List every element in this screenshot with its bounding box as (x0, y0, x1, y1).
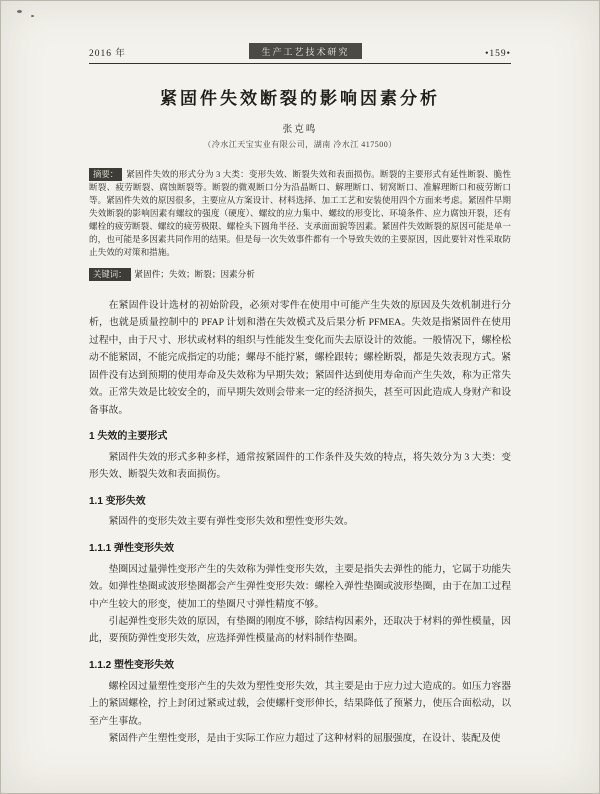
abstract-paragraph (89, 168, 511, 259)
keywords-text: 紧固件；失效；断裂；因素分析 (134, 269, 255, 280)
keywords-label: 关键词： (89, 268, 131, 281)
section-1-1-2-heading: 1.1.2 塑性变形失效 (89, 659, 175, 671)
intro-paragraph: 在紧固件设计选材的初始阶段，必须对零件在使用中可能产生失效的原因及失效机制进行分析，也就是质量控制中的 PFAP 计划和潜在失效模式及后果分析 PFMEA。失效是指紧固件在使用过程中，由于尺寸、形状或材料的组织与性能发生变化而失去原设计的效能。一般情况下，螺栓松动不能紧固，不能完成指定的功能；螺母不能拧紧，螺栓跟转；螺栓断裂，都是失效表现方式。紧固件没有达到预期的使用寿命及失效称为早期失效；紧固件达到使用寿命而产生失效，称为正常失效。正常失效是比较安全的，而早期失效则会带来一定的经济损失，甚至可因此造成人身财产和设备事故。 (89, 299, 511, 416)
header-rule (89, 63, 511, 64)
author-affiliation: （冷水江天宝实业有限公司，湖南 冷水江 417500） (203, 140, 397, 149)
page-content (1, 1, 599, 747)
article-title: 紧固件失效断裂的影响因素分析 (160, 89, 440, 108)
scan-artifact (17, 10, 22, 13)
section-1-1-1-paragraph-2: 引起弹性变形失效的原因，有垫圈的刚度不够，除结构因素外，还取决于材料的弹性模量，因此，要预防弹性变形失效，应选择弹性模量高的材料制作垫圈。 (89, 616, 511, 645)
journal-header (89, 43, 511, 59)
section-1-1-paragraph: 紧固件的变形失效主要有弹性变形失效和塑性变形失效。 (108, 516, 354, 528)
section-1-1-2-paragraph-1: 螺栓因过量塑性变形产生的失效为塑性变形失效，其主要是由于应力过大造成的。如压力容器上的紧固螺栓，拧上封闭过紧或过载，会使螺杆变形伸长，结果降低了预紧力，使压合面松动，以至产生事故。 (89, 680, 511, 727)
scan-artifact (31, 15, 34, 17)
keywords-line (89, 268, 511, 281)
author-name: 张克鸣 (282, 125, 318, 135)
section-1-heading: 1 失效的主要形式 (89, 430, 168, 442)
section-1-1-heading: 1.1 变形失效 (89, 495, 146, 507)
journal-year: 2016 年 (89, 49, 126, 59)
article-body (89, 297, 511, 748)
section-1-1-1-heading: 1.1.1 弹性变形失效 (89, 542, 175, 554)
section-1-1-1-paragraph-1: 垫圈因过量弹性变形产生的失效称为弹性变形失效，主要是指失去弹性的能力，它属于功能失效。如弹性垫圈或波形垫圈都会产生弹性变形失效：螺栓入弹性垫圈或波形垫圈，由于在加工过程中产生较大的形变，使加工的垫圈尺寸弹性精度不够。 (89, 563, 511, 610)
page-number: •159• (485, 49, 511, 59)
journal-column-name: 生产工艺技术研究 (249, 43, 361, 59)
abstract-text: 紧固件失效的形式分为 3 大类：变形失效、断裂失效和表面损伤。断裂的主要形式有延性断裂、脆性断裂、疲劳断裂、腐蚀断裂等。断裂的微观断口分为沿晶断口、解理断口、韧窝断口、准解理断口和疲劳断口等。紧固件失效的原因很多，主要应从方案设计、材料选择、加工工艺和安装使用四个方面来考虑。紧固件早期失效断裂的影响因素有螺纹的强度（硬度）、螺纹的应力集中、螺纹的形变比、环境条件、应力腐蚀开裂，还有螺栓的疲劳断裂、螺纹的疲劳极限、螺栓头下圆角半径、支承面面貌等因素。紧固件失效断裂的原因可能是单一的，也可能是多因素共同作用的结果。但是每一次失效事件都有一个导致失效的主要原因，因此要针对性采取防止失效的对策和措施。 (89, 169, 511, 258)
section-1-paragraph: 紧固件失效的形式多种多样，通常按紧固件的工作条件及失效的特点，将失效分为 3 大类：变形失效、断裂失效和表面损伤。 (89, 451, 511, 481)
abstract-label: 摘要： (89, 168, 122, 181)
section-1-1-2-paragraph-2: 紧固件产生塑性变形，是由于实际工作应力超过了这种材料的屈服强度，在设计、装配及使 (108, 732, 501, 744)
